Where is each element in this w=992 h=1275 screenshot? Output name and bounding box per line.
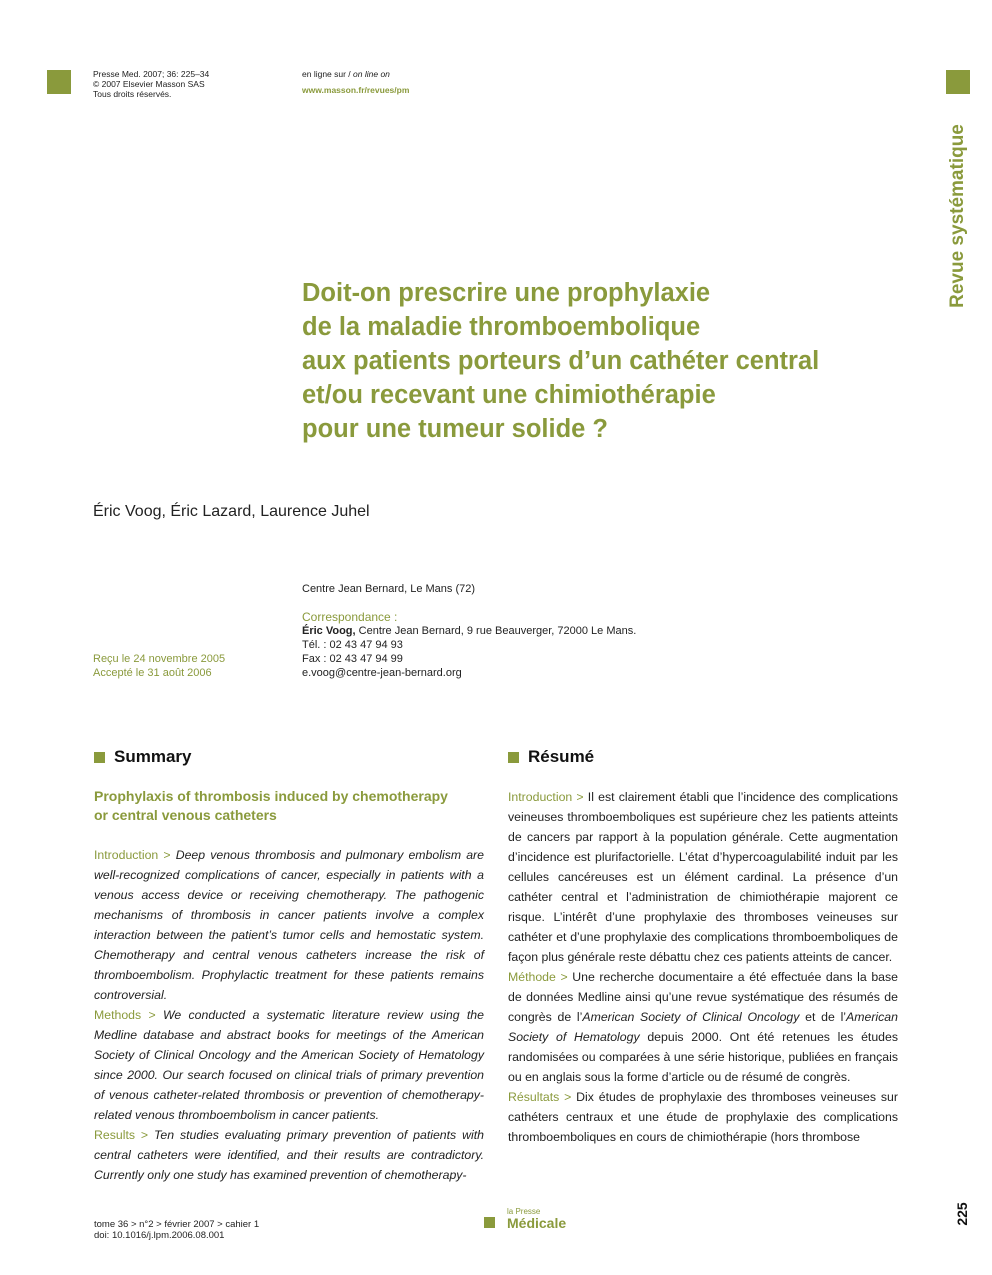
dates-block	[93, 652, 225, 680]
title-line: pour une tumeur solide ?	[302, 415, 609, 443]
resume-methode-italic: American Society of Clinical Oncology	[582, 1010, 800, 1024]
summary-intro-text: Deep venous thrombosis and pulmonary embolism are well-recognized complications of cancer, especially in patients with a venous access device or receiving chemotherapy. The pathogenic mechanisms of thrombosis in cancer patients involve a complex interaction between the patient’s tumor cells and hemostatic system. Chemotherapy and central venous catheters increase the risk of thromboembolism. Prophylactic treatment for these patients remains controversial.	[94, 848, 484, 1002]
title-line: de la maladie thromboembolique	[302, 313, 701, 341]
journal-url[interactable]: www.masson.fr/revues/pm	[302, 85, 410, 95]
section-label: Revue systématique	[947, 124, 968, 308]
logo-square-icon	[484, 1217, 495, 1228]
correspondence-label: Correspondance :	[302, 610, 398, 624]
square-bullet-icon	[508, 752, 519, 763]
resume-methode	[508, 967, 898, 1087]
online-en: on line on	[353, 69, 390, 79]
resume-resultats	[508, 1087, 898, 1147]
footer-issue-block	[94, 1219, 259, 1241]
summary-subtitle	[94, 787, 484, 825]
correspondence-address-line	[302, 624, 636, 638]
copyright: © 2007 Elsevier Masson SAS	[93, 79, 205, 89]
resume-methode-italic: American Society of Hematology	[508, 1010, 898, 1044]
summary-results-text: Ten studies evaluating primary prevention of patients with central catheters were identified, and their results are contradictory. Currently only one study has examined prevention of chemotherapy-	[94, 1128, 484, 1182]
resume-methode-text: depuis 2000. Ont été retenues les études randomisées ou comparées à une série historique, publiées en français ou en anglais sous la forme d’article ou de résumé de congrès.	[508, 1030, 898, 1084]
title-line: et/ou recevant une chimiothérapie	[302, 381, 716, 409]
journal-logo	[484, 1207, 566, 1230]
summary-introduction	[94, 845, 484, 1005]
footer-issue: tome 36 > n°2 > février 2007 > cahier 1	[94, 1219, 260, 1230]
logo-main: Médicale	[507, 1215, 567, 1231]
summary-body	[94, 845, 484, 1185]
correspondence-fax: Fax : 02 43 47 94 99	[302, 653, 403, 665]
logo-small: la Presse	[507, 1207, 541, 1216]
footer-doi: doi: 10.1016/j.lpm.2006.08.001	[94, 1230, 225, 1241]
logo-text	[507, 1207, 566, 1230]
title-line: aux patients porteurs d’un cathéter central	[302, 347, 820, 375]
citation-block	[93, 69, 209, 99]
summary-methods-label: Methods >	[94, 1008, 163, 1022]
summary-subtitle-line: or central venous catheters	[94, 807, 277, 823]
resume-heading-text: Résumé	[528, 747, 595, 766]
summary-methods	[94, 1005, 484, 1125]
title-line: Doit-on prescrire une prophylaxie	[302, 279, 711, 307]
summary-heading	[94, 747, 191, 767]
summary-subtitle-line: Prophylaxis of thrombosis induced by chemotherapy	[94, 788, 448, 804]
summary-results-label: Results >	[94, 1128, 154, 1142]
online-block	[302, 69, 409, 95]
summary-methods-text: We conducted a systematic literature review using the Medline database and abstract books for meetings of the American Society of Clinical Oncology and the American Society of Hematology since 2000. Our search focused on clinical trials of primary prevention of venous catheter-related thrombosis or prevention of chemotherapy-related venous thromboembolism in cancer patients.	[94, 1008, 484, 1122]
correspondence-email[interactable]: e.voog@centre-jean-bernard.org	[302, 667, 462, 679]
date-received: Reçu le 24 novembre 2005	[93, 653, 226, 665]
resume-methode-text: et de l’	[799, 1010, 847, 1024]
corner-square-right	[946, 70, 970, 94]
date-accepted: Accepté le 31 août 2006	[93, 667, 212, 679]
summary-intro-label: Introduction >	[94, 848, 176, 862]
correspondence-address: Centre Jean Bernard, 9 rue Beauverger, 72000 Le Mans.	[355, 625, 637, 637]
correspondence-block	[302, 610, 636, 680]
square-bullet-icon	[94, 752, 105, 763]
resume-heading	[508, 747, 594, 767]
corner-square-left	[47, 70, 71, 94]
resume-intro-text: Il est clairement établi que l’incidence des complications veineuses thromboemboliques est supérieure chez les patients atteints de cancers par rapport à la population générale. Cette augmentation d’incidence est plurifactorielle. L’état d’hypercoagulabilité induit par les cellules cancéreuses est un élément cardinal. La présence d’un cathéter central et l’administration de chimiothérapie majorent ce risque. L’intérêt d’une prophylaxie des thromboses veineuses sur cathéter et d’une prophylaxie des complications thromboemboliques de façon plus générale reste débattu chez ces patients atteints de cancer.	[508, 790, 898, 964]
summary-heading-text: Summary	[114, 747, 192, 766]
resume-intro-label: Introduction >	[508, 790, 588, 804]
resume-resultats-label: Résultats >	[508, 1090, 577, 1104]
resume-resultats-text: Dix études de prophylaxie des thromboses veineuses sur cathéters centraux et une étude de prophylaxie des complications thromboemboliques en cours de chimiothérapie (hors thrombose	[508, 1090, 898, 1144]
summary-results	[94, 1125, 484, 1185]
resume-body	[508, 787, 898, 1147]
correspondence-tel: Tél. : 02 43 47 94 93	[302, 639, 403, 651]
correspondence-name: Éric Voog,	[302, 625, 356, 637]
online-fr: en ligne sur /	[302, 69, 354, 79]
resume-introduction	[508, 787, 898, 967]
article-title	[302, 276, 819, 446]
online-line	[302, 69, 409, 79]
resume-methode-label: Méthode >	[508, 970, 573, 984]
rights: Tous droits réservés.	[93, 89, 172, 99]
authors: Éric Voog, Éric Lazard, Laurence Juhel	[93, 503, 370, 520]
page-number: 225	[954, 1202, 970, 1226]
citation: Presse Med. 2007; 36: 225–34	[93, 69, 210, 79]
resume-methode-text: Une recherche documentaire a été effectuée dans la base de données Medline ainsi qu’une revue systématique des résumés de congrès de l’	[508, 970, 898, 1024]
affiliation: Centre Jean Bernard, Le Mans (72)	[302, 583, 476, 595]
